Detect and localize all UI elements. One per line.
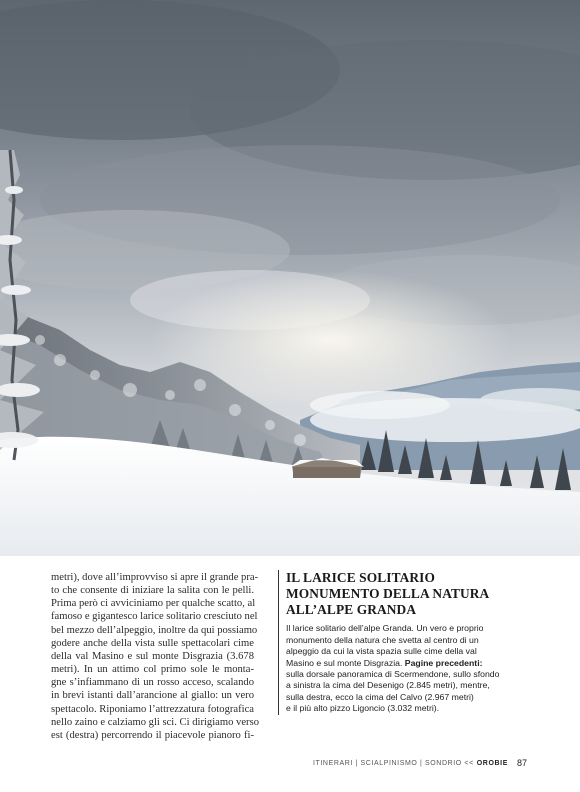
body-line: est (destra) percorrendo il piacevole pianoro fi- bbox=[51, 729, 254, 741]
page-number: 87 bbox=[516, 758, 527, 768]
body-line: metri), dove all’improvviso si apre il grande pra- bbox=[51, 572, 259, 583]
caption-line: sulla dorsale panoramica di Scermendone, sullo sfondo bbox=[286, 669, 500, 680]
footer-section: ITINERARI | SCIALPINISMO | SONDRIO << bbox=[312, 759, 474, 767]
photo-caption-box bbox=[278, 570, 536, 715]
body-line: godere anche della vista sulle spettacolari cime bbox=[51, 637, 254, 649]
caption-text bbox=[286, 623, 536, 714]
body-line: in brevi istanti dall’arancione al giallo: un vero bbox=[51, 690, 254, 702]
body-line: bel mezzo dell’alpeggio, inoltre da qui possiamo bbox=[51, 624, 258, 636]
body-line: to che consente di iniziare la salita con le pelli. bbox=[51, 585, 254, 597]
caption-title-line: MONUMENTO DELLA NATURA bbox=[286, 585, 490, 601]
caption-line: a sinistra la cima del Desenigo (2.845 metri), mentre, bbox=[286, 680, 490, 691]
caption-line: sulla destra, ecco la cima del Calvo (2.967 metri) bbox=[286, 691, 474, 702]
body-line: nello zaino e calziamo gli sci. Ci dirigiamo verso bbox=[51, 716, 259, 728]
footer-magazine-name: OROBIE bbox=[476, 759, 508, 767]
body-line: gne s’infiammano di un rosso acceso, scalando bbox=[51, 677, 254, 689]
body-line: metri). In un attimo col primo sole le monta- bbox=[51, 664, 254, 676]
caption-line: monumento della natura che svetta al centro di un bbox=[286, 634, 479, 645]
page-footer bbox=[313, 758, 527, 768]
article-body-column bbox=[51, 571, 259, 742]
caption-line-plain: Masino e sul monte Disgrazia. bbox=[286, 657, 405, 668]
caption-title bbox=[286, 570, 536, 617]
body-line: della val Masino e sul monte Disgrazia (3.678 bbox=[51, 650, 254, 662]
body-line: famoso e gigantesco larice solitario cresciuto nel bbox=[51, 611, 258, 623]
body-line: Prima però ci avviciniamo per qualche scatto, al bbox=[51, 598, 256, 610]
caption-line bbox=[286, 658, 536, 669]
caption-title-line: IL LARICE SOLITARIO bbox=[286, 570, 435, 585]
caption-previous-pages-label: Pagine precedenti: bbox=[404, 657, 483, 668]
body-line: spettacolo. Riponiamo l’attrezzatura fotografica bbox=[51, 703, 254, 715]
caption-line: Il larice solitario dell’alpe Granda. Un vero e proprio bbox=[286, 623, 484, 634]
caption-title-line: ALL’ALPE GRANDA bbox=[286, 601, 417, 617]
caption-line: alpeggio da cui la vista spazia sulle cime della val bbox=[286, 646, 477, 657]
caption-line: e il più alto pizzo Ligoncio (3.032 metri). bbox=[286, 703, 440, 714]
